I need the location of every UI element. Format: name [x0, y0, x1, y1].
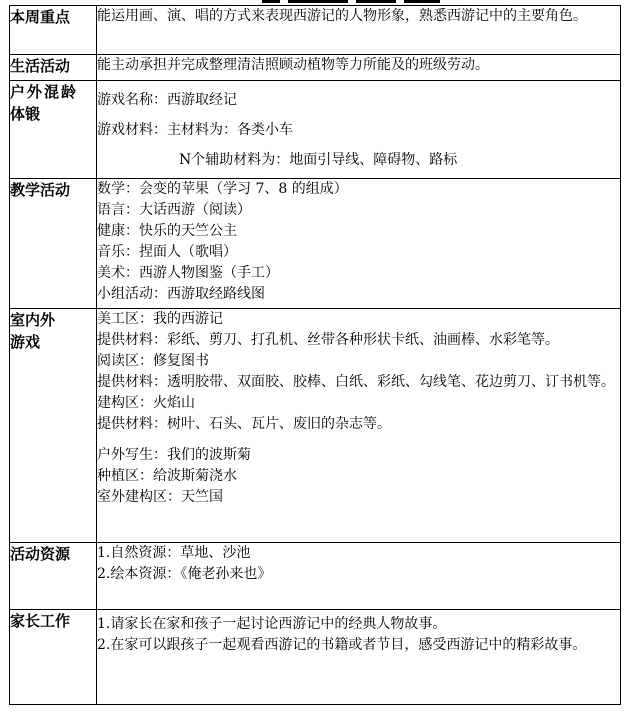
games-label-line2: 游戏 [10, 333, 41, 351]
row-outdoor-exercise [10, 81, 621, 179]
content-teaching-activity [97, 179, 621, 309]
outdoor-materials-aux: N个辅助材料为：地面引导线、障碍物、路标 [179, 152, 458, 168]
reading-area: 阅读区：修复图书 [97, 353, 209, 369]
label-life-activity: 生活活动 [10, 55, 97, 81]
label-weekly-focus: 本周重点 [10, 6, 97, 55]
outdoor-build-area: 室外建构区：天竺国 [97, 489, 223, 505]
reading-materials: 提供材料：透明胶带、双面胶、胶棒、白纸、彩纸、勾线笔、花边剪刀、订书机等。 [97, 374, 615, 390]
resource-item: 1.自然资源：草地、沙池 [97, 545, 251, 561]
weekly-plan-table [9, 5, 621, 705]
outdoor-label-line1: 户外混龄 [10, 83, 79, 101]
resource-item: 2.绘本资源：《俺老孙来也》 [97, 566, 272, 582]
content-activity-resources [97, 543, 621, 610]
content-life-activity [97, 55, 621, 81]
row-indoor-outdoor-games [10, 309, 621, 543]
teaching-item: 音乐：捏面人（歌唱） [97, 244, 237, 260]
teaching-item: 健康：快乐的天竺公主 [97, 223, 237, 239]
content-parent-work [97, 610, 621, 705]
label-teaching-activity: 教学活动 [10, 179, 97, 309]
spacer [97, 435, 620, 445]
build-materials: 提供材料：树叶、石头、瓦片、废旧的杂志等。 [97, 416, 391, 432]
label-parent-work: 家长工作 [10, 610, 97, 705]
teaching-item: 语言：大话西游（阅读） [97, 202, 251, 218]
row-teaching-activity [10, 179, 621, 309]
weekly-focus-text: 能运用画、演、唱的方式来表现西游记的人物形象，熟悉西游记中的主要角色。 [97, 8, 587, 24]
outdoor-label-line2: 体锻 [10, 105, 41, 123]
label-outdoor-exercise [10, 81, 97, 179]
teaching-item: 数学：会变的苹果（学习 7、8 的组成） [97, 181, 348, 197]
outdoor-materials-main: 游戏材料：主材料为：各类小车 [97, 122, 293, 138]
art-area: 美工区：我的西游记 [97, 311, 223, 327]
parent-item: 1.请家长在家和孩子一起讨论西游记中的经典人物故事。 [97, 616, 447, 632]
outdoor-game-name: 游戏名称：西游取经记 [97, 92, 237, 108]
outdoor-sketch: 户外写生：我们的波斯菊 [97, 447, 251, 463]
row-activity-resources [10, 543, 621, 610]
planting-area: 种植区：给波斯菊浇水 [97, 468, 237, 484]
parent-item: 2.在家可以跟孩子一起观看西游记的书籍或者节目，感受西游记中的精彩故事。 [97, 637, 587, 653]
row-life-activity [10, 55, 621, 81]
row-parent-work [10, 610, 621, 705]
teaching-item: 美术：西游人物图鉴（手工） [97, 265, 279, 281]
content-weekly-focus [97, 6, 621, 55]
art-materials: 提供材料：彩纸、剪刀、打孔机、丝带各种形状卡纸、油画棒、水彩笔等。 [97, 332, 559, 348]
build-area: 建构区：火焰山 [97, 395, 195, 411]
row-weekly-focus [10, 6, 621, 55]
content-indoor-outdoor-games [97, 309, 621, 543]
games-label-line1: 室内外 [10, 311, 56, 329]
life-activity-text: 能主动承担并完成整理清洁照顾动植物等力所能及的班级劳动。 [97, 57, 489, 73]
label-activity-resources: 活动资源 [10, 543, 97, 610]
content-outdoor-exercise [97, 81, 621, 179]
teaching-item: 小组活动：西游取经路线图 [97, 286, 265, 302]
label-indoor-outdoor-games [10, 309, 97, 543]
